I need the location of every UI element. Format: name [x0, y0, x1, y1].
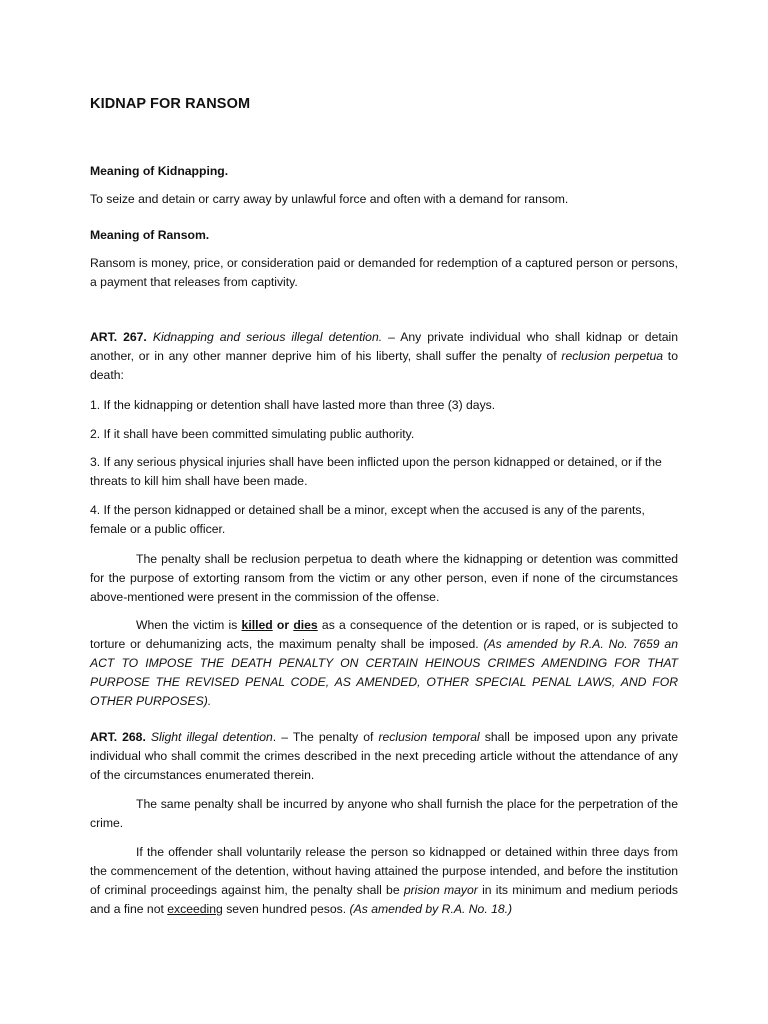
- killed-word: killed: [241, 618, 273, 632]
- release-text-b: in its minimum and medium periods and a fine not: [90, 883, 678, 916]
- article-267-item-3: 3. If any serious physical injuries shall have been inflicted upon the person kidnapped or detained, or if the threats to kill him shall have been made.: [90, 455, 662, 488]
- article-267-label: ART. 267.: [90, 330, 147, 344]
- dies-word: dies: [293, 618, 318, 632]
- article-268-amendment: (As amended by R.A. No. 18.): [349, 902, 513, 916]
- document-title: KIDNAP FOR RANSOM: [90, 96, 251, 112]
- article-267-text-a: Any private individual who shall kidnap or detain another, or in any other manner deprive him of his liberty, shall suffer the penalty of: [90, 330, 678, 363]
- article-267-item-4: 4. If the person kidnapped or detained shall be a minor, except when the accused is any of the parents, female or a public officer.: [90, 503, 645, 536]
- article-268-text: shall be imposed upon any private individual who shall commit the crimes described in the next preceding article without the attendance of any of the circumstances enumerated therein.: [90, 730, 678, 782]
- kidnapping-heading: Meaning of Kidnapping.: [90, 164, 229, 178]
- ransom-definition: Ransom is money, price, or consideration paid or demanded for redemption of a captured person or persons, a payment that releases from captivity.: [90, 256, 678, 289]
- article-268-intro: [90, 728, 678, 785]
- article-267-amendment: (As amended by R.A. No. 7659 an ACT TO IMPOSE THE DEATH PENALTY ON CERTAIN HEINOUS CRIMES AMENDING FOR THAT PURPOSE THE REVISED PENAL CODE, AS AMENDED, OTHER SPECIAL PENAL LAWS, AND FOR OTHER PURPOSES).: [90, 637, 678, 708]
- victim-text-a: When the victim is: [136, 618, 242, 632]
- article-267-term: reclusion perpetua: [561, 349, 664, 363]
- article-268-title: Slight illegal detention: [150, 730, 273, 744]
- or-word: or: [272, 618, 294, 632]
- release-text-c: seven hundred pesos.: [222, 902, 350, 916]
- article-267-text-b: to death:: [90, 349, 678, 382]
- article-267-item-2: 2. If it shall have been committed simulating public authority.: [90, 427, 415, 441]
- article-267-penalty-paragraph: The penalty shall be reclusion perpetua to death where the kidnapping or detention was committed for the purpose of extorting ransom from the victim or any other person, even if none of the circumstances above-mentioned were present in the commission of the offense.: [90, 552, 678, 604]
- article-268-release-paragraph: [90, 843, 678, 919]
- article-267-title: Kidnapping and serious illegal detention.: [152, 330, 383, 344]
- article-268-term-2: prision mayor: [403, 883, 478, 897]
- kidnapping-definition: To seize and detain or carry away by unlawful force and often with a demand for ransom.: [90, 192, 569, 206]
- article-268-same-penalty: The same penalty shall be incurred by anyone who shall furnish the place for the perpetration of the crime.: [90, 797, 678, 830]
- article-267-victim-paragraph: [90, 616, 678, 711]
- article-267-item-1: 1. If the kidnapping or detention shall have lasted more than three (3) days.: [90, 398, 496, 412]
- release-text-a: If the offender shall voluntarily release the person so kidnapped or detained within three days from the commencement of the detention, without having attained the purpose intended, and before the institution of criminal proceedings against him, the penalty shall be: [90, 845, 678, 897]
- victim-text-b: as a consequence of the detention or is raped, or is subjected to torture or dehumanizing acts, the maximum penalty shall be imposed.: [90, 618, 678, 651]
- article-268-label: ART. 268.: [90, 730, 146, 744]
- exceeding-word: exceeding: [167, 902, 223, 916]
- ransom-heading: Meaning of Ransom.: [90, 228, 210, 242]
- article-267-dash: –: [382, 330, 401, 344]
- article-268-term: reclusion temporal: [378, 730, 480, 744]
- article-267-intro: [90, 328, 678, 385]
- article-268-dash: . – The penalty of: [272, 730, 379, 744]
